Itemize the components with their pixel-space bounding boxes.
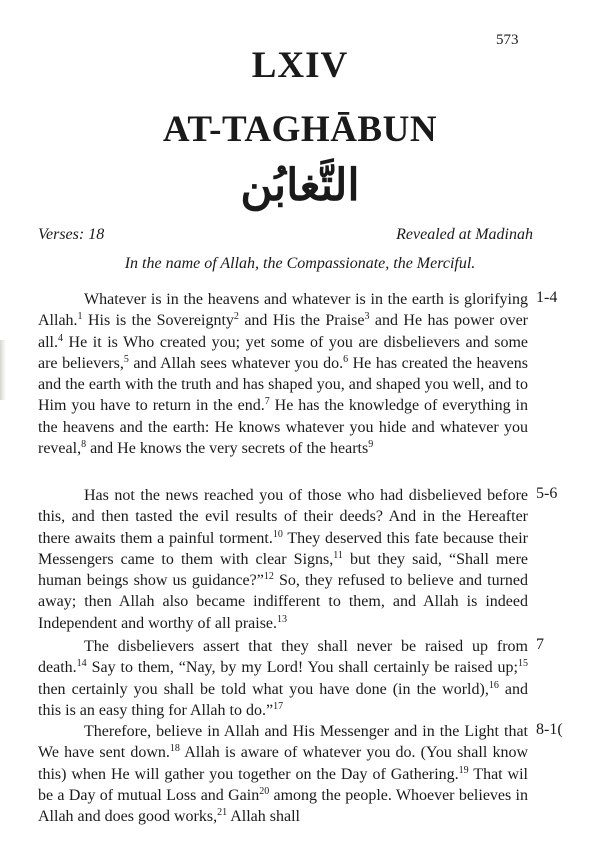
paragraph-text: Therefore, believe in Allah and His Messenger and in the Light that We have sent down.	[38, 723, 528, 762]
verse-reference: 1-4	[536, 289, 558, 306]
verse-reference: 8-1(	[536, 721, 563, 738]
paragraph	[38, 636, 528, 721]
paragraph-text: and Allah sees whatever you do.	[128, 354, 344, 372]
revelation-place: Revealed at Madinah	[396, 226, 533, 243]
page-edge-shadow	[0, 340, 6, 400]
paragraph-text: then certainly you shall be told what you have done (in the world),	[38, 680, 489, 698]
paragraph-text: among the people. Whoever believes in Allah and does good works,	[38, 786, 528, 826]
verse-count: Verses: 18	[38, 226, 105, 243]
paragraph-text: So, they refused to believe and turned away; then Allah also became indifferent to them, and Allah is indeed Independent and worthy of all praise.	[38, 572, 529, 632]
paragraph-text: but they said, “Shall mere human beings show us guidance?”	[38, 550, 529, 590]
surah-title: AT-TAGHĀBUN	[162, 109, 438, 150]
paragraph-text: He it is Who created you; yet some of you are disbelievers and some are believers,	[38, 333, 528, 372]
paragraph-text: Allah shall	[227, 808, 300, 826]
footnote-marker: 15	[518, 658, 528, 670]
paragraph	[38, 721, 528, 827]
footnote-marker: 5	[123, 353, 129, 365]
paragraph-text: and this is an easy thing for Allah to do.”	[38, 680, 529, 719]
paragraph-text: Has not the news reached you of those who had disbelieved before this, and then tasted the evil results of their deeds? And in the Hereafter there awaits them a painful torment.	[38, 487, 528, 547]
verse-reference: 5-6	[536, 485, 558, 502]
footnote-marker: 4	[58, 332, 63, 344]
paragraph-text: and His the Praise	[238, 312, 365, 330]
paragraph-text: Say to them, “Nay, by my Lord! You shall certainly be raised up;	[86, 659, 518, 677]
footnote-marker: 3	[364, 311, 370, 323]
paragraph-text: His is the Sovereignty	[82, 312, 234, 330]
footnote-marker: 8	[81, 439, 87, 451]
footnote-marker: 16	[488, 679, 499, 691]
footnote-marker: 17	[273, 700, 284, 712]
footnote-marker: 2	[233, 311, 239, 323]
paragraph-text: That wil be a Day of mutual Loss and Gain	[38, 765, 528, 804]
invocation: In the name of Allah, the Compassionate, the Merciful.	[124, 255, 476, 272]
footnote-marker: 20	[259, 785, 270, 797]
paragraph	[38, 485, 528, 634]
surah-number: LXIV	[251, 45, 349, 86]
paragraph	[38, 289, 528, 459]
footnote-marker: 18	[169, 743, 180, 755]
paragraph-text: Allah is aware of whatever you do. (You shall know this) when He will gather you together on the Day of Gathering.	[38, 744, 528, 783]
page-number: 573	[496, 32, 519, 48]
surah-arabic-title: التَّغابُن	[240, 161, 360, 210]
paragraph-text: and He has power over all.	[38, 312, 529, 351]
paragraph-text: They deserved this fate because their Messengers came to them with clear Signs,	[38, 529, 529, 568]
paragraph-text: The disbelievers assert that they shall never be raised up from death.	[38, 638, 528, 677]
footnote-marker: 11	[333, 549, 343, 561]
footnote-marker: 6	[343, 353, 349, 365]
paragraph-text: He has the knowledge of everything in the heavens and the earth: He knows whatever you hide and whatever you reveal,	[38, 397, 529, 458]
footnote-marker: 13	[277, 613, 288, 625]
footnote-marker: 21	[217, 807, 228, 819]
paragraph-text: Whatever is in the heavens and whatever is in the earth is glorifying Allah.	[38, 291, 528, 330]
footnote-marker: 19	[458, 764, 469, 776]
verse-reference: 7	[536, 636, 544, 653]
footnote-marker: 12	[263, 571, 274, 583]
footnote-marker: 1	[77, 311, 83, 323]
footnote-marker: 9	[368, 439, 374, 451]
paragraph-text: He has created the heavens and the earth with the truth and has shaped you, and shaped you well, and to Him you have to return in the end.	[38, 354, 529, 415]
paragraph-text: and He knows the very secrets of the hearts	[86, 440, 369, 458]
footnote-marker: 7	[264, 396, 270, 408]
footnote-marker: 14	[76, 658, 87, 670]
surah-meta	[38, 226, 533, 244]
footnote-marker: 10	[272, 528, 283, 540]
